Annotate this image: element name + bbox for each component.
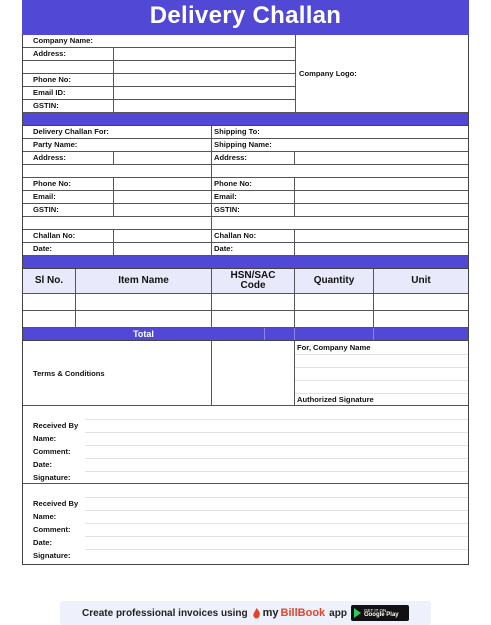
total-row <box>23 328 468 341</box>
promo-banner[interactable] <box>60 601 431 625</box>
total-quantity <box>295 328 374 340</box>
party-challan-label: Challan No: <box>23 230 114 243</box>
company-email-value[interactable] <box>114 87 296 100</box>
shipping-phone-label: Phone No: <box>212 178 295 191</box>
col-quantity: Quantity <box>295 269 374 293</box>
promo-suffix: app <box>329 607 347 619</box>
party-date-label: Date: <box>23 243 114 256</box>
document-title: Delivery Challan <box>22 0 469 35</box>
party-gstin-label: GSTIN: <box>23 204 114 217</box>
company-phone-value[interactable] <box>114 74 296 87</box>
mybillbook-logo[interactable] <box>252 607 326 619</box>
brand-my: my <box>262 607 279 619</box>
challan-frame <box>22 35 469 565</box>
shipping-address-value[interactable] <box>295 152 468 165</box>
terms-blank <box>212 341 295 405</box>
terms-box[interactable] <box>23 341 212 405</box>
received-signature-label: Signature: <box>33 551 71 560</box>
party-spacer <box>23 217 212 230</box>
company-block <box>23 35 468 113</box>
received-name-label: Name: <box>33 434 57 443</box>
company-phone-label: Phone No: <box>23 74 114 87</box>
received-block-2 <box>23 484 468 564</box>
company-address-label: Address: <box>23 48 114 61</box>
play-icon <box>354 608 361 618</box>
received-by-label: Received By <box>33 499 79 508</box>
signature-for-label: For, Company Name <box>297 343 371 352</box>
party-email-value[interactable] <box>114 191 212 204</box>
signature-box[interactable] <box>295 341 468 405</box>
table-row[interactable] <box>23 311 468 328</box>
company-address-line <box>23 61 114 74</box>
company-address-value[interactable] <box>114 48 296 61</box>
company-logo-box[interactable] <box>296 35 468 113</box>
party-gstin-value[interactable] <box>114 204 212 217</box>
company-gstin-label: GSTIN: <box>23 100 114 113</box>
store-name-label: Google Play <box>363 612 399 618</box>
company-logo-label: Company Logo: <box>299 69 357 78</box>
shipping-gstin-label: GSTIN: <box>212 204 295 217</box>
shipping-spacer <box>212 217 468 230</box>
shipping-to-label: Shipping To: <box>212 126 468 139</box>
company-gstin-value[interactable] <box>114 100 296 113</box>
received-comment-label: Comment: <box>33 525 71 534</box>
shipping-address-line[interactable] <box>212 165 468 178</box>
shipping-phone-value[interactable] <box>295 178 468 191</box>
company-address-value-2[interactable] <box>114 61 296 74</box>
section-band-2 <box>23 256 468 269</box>
total-label: Total <box>23 328 265 340</box>
party-phone-label: Phone No: <box>23 178 114 191</box>
received-signature-label: Signature: <box>33 473 71 482</box>
company-name-label: Company Name: <box>23 35 296 48</box>
party-email-label: Email: <box>23 191 114 204</box>
shipping-address-label: Address: <box>212 152 295 165</box>
received-block-1 <box>23 406 468 484</box>
store-small-label: GET IT ON <box>363 608 387 613</box>
challan-for-label: Delivery Challan For: <box>23 126 212 139</box>
party-shipping-block <box>23 126 468 256</box>
party-address-line[interactable] <box>23 165 212 178</box>
shipping-email-value[interactable] <box>295 191 468 204</box>
shipping-challan-value[interactable] <box>295 230 468 243</box>
party-address-value[interactable] <box>114 152 212 165</box>
col-unit: Unit <box>411 275 431 286</box>
received-comment-label: Comment: <box>33 447 71 456</box>
section-band-1 <box>23 113 468 126</box>
brand-name: BillBook <box>280 607 326 619</box>
col-item-name: Item Name <box>76 269 212 293</box>
items-table-header <box>23 269 468 294</box>
table-row[interactable] <box>23 294 468 311</box>
col-hsn-sac: HSN/SAC Code <box>212 269 295 293</box>
party-address-label: Address: <box>23 152 114 165</box>
flame-icon <box>252 608 261 619</box>
company-email-label: Email ID: <box>23 87 114 100</box>
shipping-name-label: Shipping Name: <box>212 139 468 152</box>
shipping-email-label: Email: <box>212 191 295 204</box>
party-phone-value[interactable] <box>114 178 212 191</box>
total-unit <box>374 328 468 340</box>
promo-text: Create professional invoices using <box>82 607 248 619</box>
party-date-value[interactable] <box>114 243 212 256</box>
received-name-label: Name: <box>33 512 57 521</box>
shipping-challan-label: Challan No: <box>212 230 295 243</box>
col-sl-no: Sl No. <box>23 269 76 293</box>
party-name-label: Party Name: <box>23 139 212 152</box>
authorized-signature-label: Authorized Signature <box>297 395 374 404</box>
challan-sheet <box>22 0 469 565</box>
shipping-date-value[interactable] <box>295 243 468 256</box>
terms-label: Terms & Conditions <box>33 368 105 378</box>
shipping-gstin-value[interactable] <box>295 204 468 217</box>
google-play-badge[interactable] <box>351 605 409 621</box>
received-date-label: Date: <box>33 460 52 469</box>
received-date-label: Date: <box>33 538 52 547</box>
received-by-label: Received By <box>33 421 79 430</box>
shipping-date-label: Date: <box>212 243 295 256</box>
party-challan-value[interactable] <box>114 230 212 243</box>
terms-signature-block <box>23 341 468 406</box>
